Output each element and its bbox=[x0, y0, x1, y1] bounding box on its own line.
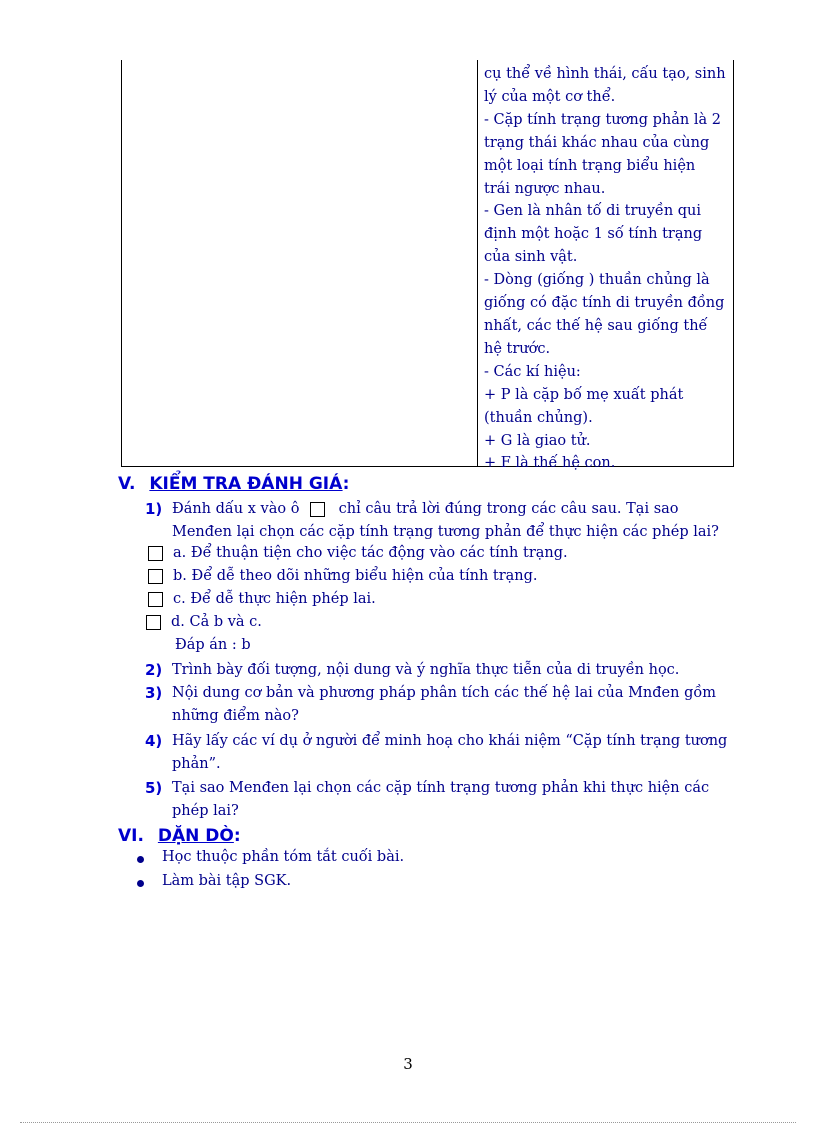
cell-line: + F là thế hệ con. bbox=[484, 455, 616, 472]
question-1-answer: Đáp án : b bbox=[175, 637, 251, 653]
cell-line: định một hoặc 1 số tính trạng bbox=[484, 226, 703, 243]
cell-line: - Gen là nhân tố di truyền qui bbox=[484, 203, 702, 220]
option-b-text: b. Để dễ theo dõi những biểu hiện của tính trạng. bbox=[173, 568, 538, 584]
cell-line: + P là cặp bố mẹ xuất phát bbox=[484, 386, 684, 403]
question-4-line-2: phản”. bbox=[172, 756, 221, 772]
question-4-line-1: Hãy lấy các ví dụ ở người để minh hoạ cho khái niệm “Cặp tính trạng tương bbox=[172, 733, 728, 749]
bullet-icon bbox=[137, 856, 144, 863]
option-d[interactable] bbox=[146, 614, 262, 630]
question-1-line-1 bbox=[172, 498, 679, 521]
cell-line: trái ngược nhau. bbox=[484, 180, 606, 197]
section-5-colon: : bbox=[342, 474, 350, 494]
option-b-checkbox[interactable] bbox=[148, 569, 163, 584]
question-1-number: 1) bbox=[145, 500, 163, 518]
question-1-line-2: Menđen lại chọn các cặp tính trạng tương phản để thực hiện các phép lai? bbox=[172, 524, 719, 540]
homework-item-1: Học thuộc phần tóm tắt cuối bài. bbox=[162, 849, 405, 865]
question-1-text-end: chỉ câu trả lời đúng trong các câu sau. Tại sao bbox=[338, 501, 679, 517]
section-6-colon: : bbox=[233, 826, 241, 846]
homework-item-2: Làm bài tập SGK. bbox=[162, 873, 292, 889]
cell-line: nhất, các thế hệ sau giống thế bbox=[484, 317, 708, 334]
page-number: 3 bbox=[403, 1055, 413, 1073]
cell-line: một loại tính trạng biểu hiện bbox=[484, 157, 696, 174]
cell-line: cụ thể về hình thái, cấu tạo, sinh bbox=[484, 66, 726, 82]
section-5-numeral: V. bbox=[118, 474, 136, 494]
cell-line: + G là giao tử. bbox=[484, 432, 591, 449]
table-column-divider bbox=[477, 60, 478, 466]
option-c-checkbox[interactable] bbox=[148, 592, 163, 607]
cell-line: giống có đặc tính di truyền đồng bbox=[484, 295, 725, 312]
question-5-line-1: Tại sao Menđen lại chọn các cặp tính trạng tương phản khi thực hiện các bbox=[172, 780, 710, 796]
content-table bbox=[121, 60, 734, 472]
section-6-title: DẶN DÒ bbox=[157, 826, 234, 846]
cell-line: - Dòng (giống ) thuần chủng là bbox=[484, 272, 710, 289]
section-6-heading bbox=[118, 826, 241, 846]
question-5-line-2: phép lai? bbox=[172, 803, 239, 819]
question-3-line-1: Nội dung cơ bản và phương pháp phân tích các thế hệ lai của Mnđen gồm bbox=[172, 685, 716, 701]
option-d-text: d. Cả b và c. bbox=[171, 614, 262, 630]
cell-line: - Các kí hiệu: bbox=[484, 363, 581, 380]
cell-line: trạng thái khác nhau của cùng bbox=[484, 134, 710, 151]
question-4-number: 4) bbox=[145, 732, 163, 750]
cell-line: lý của một cơ thể. bbox=[484, 88, 616, 105]
bullet-icon bbox=[137, 880, 144, 887]
option-d-checkbox[interactable] bbox=[146, 615, 161, 630]
cell-line: hệ trước. bbox=[484, 340, 551, 357]
option-a-text: a. Để thuận tiện cho việc tác động vào các tính trạng. bbox=[173, 545, 568, 561]
question-5-number: 5) bbox=[145, 779, 163, 797]
section-5-heading bbox=[118, 474, 349, 494]
table-right-cell bbox=[484, 63, 730, 475]
option-a[interactable] bbox=[148, 545, 568, 561]
option-c[interactable] bbox=[148, 591, 376, 607]
cell-line: (thuần chủng). bbox=[484, 409, 593, 426]
question-2-text: Trình bày đối tượng, nội dung và ý nghĩa thực tiễn của di truyền học. bbox=[172, 662, 680, 678]
cell-line: của sinh vật. bbox=[484, 249, 578, 266]
section-5-title: KIỂM TRA ĐÁNH GIÁ bbox=[149, 474, 343, 494]
question-3-line-2: những điểm nào? bbox=[172, 708, 299, 724]
answer-checkbox-icon bbox=[310, 502, 325, 517]
option-b[interactable] bbox=[148, 568, 538, 584]
question-2-number: 2) bbox=[145, 661, 163, 679]
option-a-checkbox[interactable] bbox=[148, 546, 163, 561]
question-1-text-start: Đánh dấu x vào ô bbox=[172, 501, 300, 517]
option-c-text: c. Để dễ thực hiện phép lai. bbox=[173, 591, 376, 607]
cell-line: - Cặp tính trạng tương phản là 2 bbox=[484, 111, 721, 128]
question-3-number: 3) bbox=[145, 684, 163, 702]
section-6-numeral: VI. bbox=[118, 826, 144, 846]
